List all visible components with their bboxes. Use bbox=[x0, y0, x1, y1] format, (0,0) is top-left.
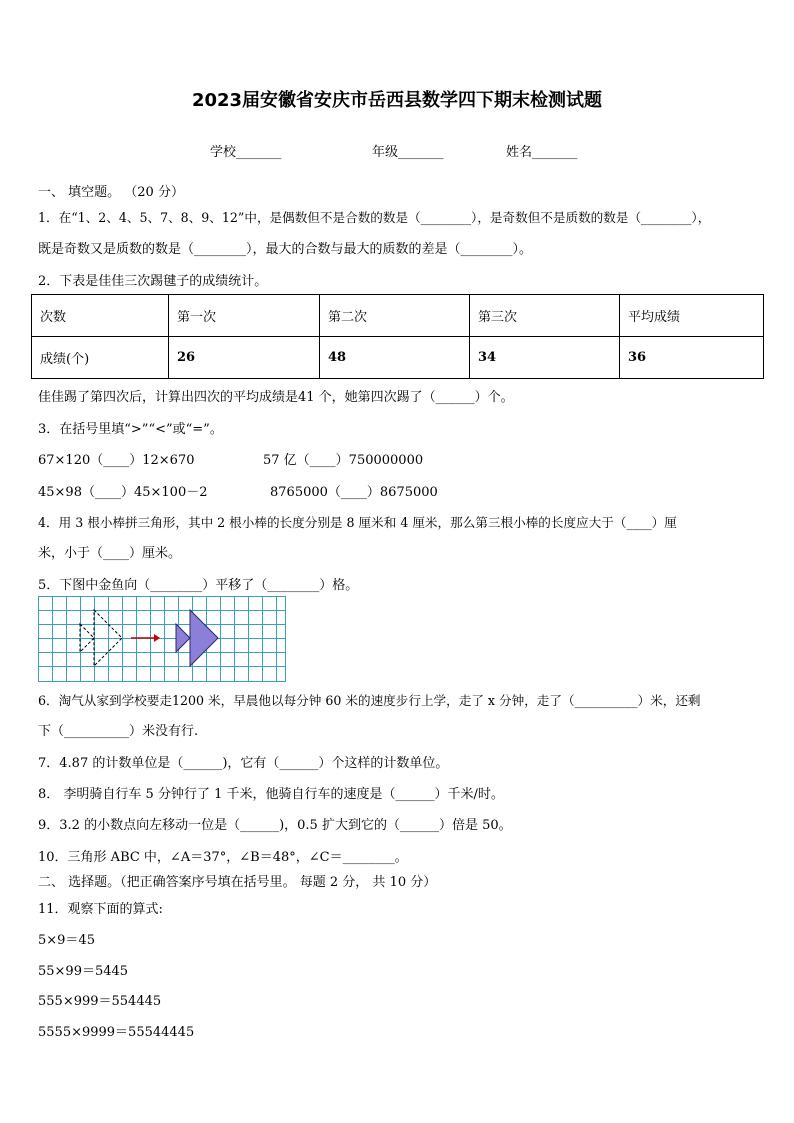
table-cell: 第二次 bbox=[320, 295, 470, 337]
school-field: 学校_______ bbox=[210, 145, 282, 160]
q1-line2: 既是奇数又是质数的数是（________），最大的合数与最大的质数的差是（________）。 bbox=[38, 242, 533, 257]
grid-svg bbox=[38, 596, 286, 682]
equation-line: 555×999＝554445 bbox=[38, 994, 162, 1009]
q2-intro: 2．下表是佳佳三次踢毽子的成绩统计。 bbox=[38, 274, 268, 289]
equation-line: 55×99＝5445 bbox=[38, 964, 129, 979]
q9-text: 9．3.2 的小数点向左移动一位是（______)，0.5 扩大到它的（______）倍是 50。 bbox=[38, 818, 512, 833]
q8-text: 8． 李明骑自行车 5 分钟行了 1 千米，他骑自行车的速度是（______）千米/时。 bbox=[38, 787, 504, 802]
section2-heading: 二、 选择题。（把正确答案序号填在括号里。 每题 2 分， 共 10 分） bbox=[38, 875, 437, 890]
table-cell: 次数 bbox=[32, 295, 169, 337]
table-cell: 平均成绩 bbox=[620, 295, 764, 337]
fish-grid-figure bbox=[38, 596, 286, 682]
q2-after: 佳佳踢了第四次后，计算出四次的平均成绩是41 个，她第四次踢了（______）个。 bbox=[38, 390, 514, 405]
grade-field: 年级_______ bbox=[372, 145, 444, 160]
table-cell: 36 bbox=[620, 337, 764, 379]
equation-line: 5×9＝45 bbox=[38, 933, 95, 948]
table-cell: 第三次 bbox=[470, 295, 620, 337]
q1-line1: 1．在“1、2、4、5、7、8、9、12”中，是偶数但不是合数的数是（________），是奇数但不是质数的数是（________）， bbox=[38, 210, 711, 225]
name-field: 姓名_______ bbox=[506, 145, 578, 160]
section1-heading: 一、 填空题。 （20 分） bbox=[38, 185, 184, 200]
q3-a2: 57 亿（____）750000000 bbox=[263, 453, 424, 468]
grid-lines bbox=[39, 596, 286, 682]
q3-a1: 67×120（____）12×670 bbox=[38, 453, 195, 468]
table-header-row bbox=[32, 295, 764, 337]
q6-line2: 下（__________）米没有行. bbox=[38, 724, 199, 739]
equation-line: 5555×9999＝55544445 bbox=[38, 1025, 195, 1040]
q11-intro: 11．观察下面的算式: bbox=[38, 902, 163, 917]
q7-text: 7．4.87 的计数单位是（______)，它有（______）个这样的计数单位。 bbox=[38, 756, 449, 771]
table-cell: 第一次 bbox=[169, 295, 320, 337]
q3-intro: 3．在括号里填“>”“<”或“=”。 bbox=[38, 422, 223, 437]
q6-line1: 6．淘气从家到学校要走1200 米，早晨他以每分钟 60 米的速度步行上学，走了 x 分钟，走了（__________）米，还剩 bbox=[38, 693, 701, 708]
table-cell: 26 bbox=[169, 337, 320, 379]
q4-line1: 4．用 3 根小棒拼三角形，其中 2 根小棒的长度分别是 8 厘米和 4 厘米，那么第三根小棒的长度应大于（____）厘 bbox=[38, 515, 677, 530]
q5-text: 5．下图中金鱼向（________）平移了（________）格。 bbox=[38, 578, 359, 593]
table-cell: 48 bbox=[320, 337, 470, 379]
q4-line2: 米，小于（____）厘米。 bbox=[38, 546, 182, 561]
table-cell: 成绩(个) bbox=[32, 337, 169, 379]
score-table bbox=[31, 294, 764, 379]
q10-text: 10．三角形 ABC 中，∠A＝37°，∠B＝48°，∠C＝________。 bbox=[38, 850, 408, 865]
table-row bbox=[32, 337, 764, 379]
q3-b1: 45×98（____）45×100－2 bbox=[38, 485, 208, 500]
q3-b2: 8765000（____）8675000 bbox=[270, 485, 438, 500]
table-cell: 34 bbox=[470, 337, 620, 379]
page-title: 2023届安徽省安庆市岳西县数学四下期末检测试题 bbox=[191, 90, 603, 111]
translation-arrow bbox=[131, 634, 160, 642]
moved-fish-shape bbox=[176, 610, 218, 666]
